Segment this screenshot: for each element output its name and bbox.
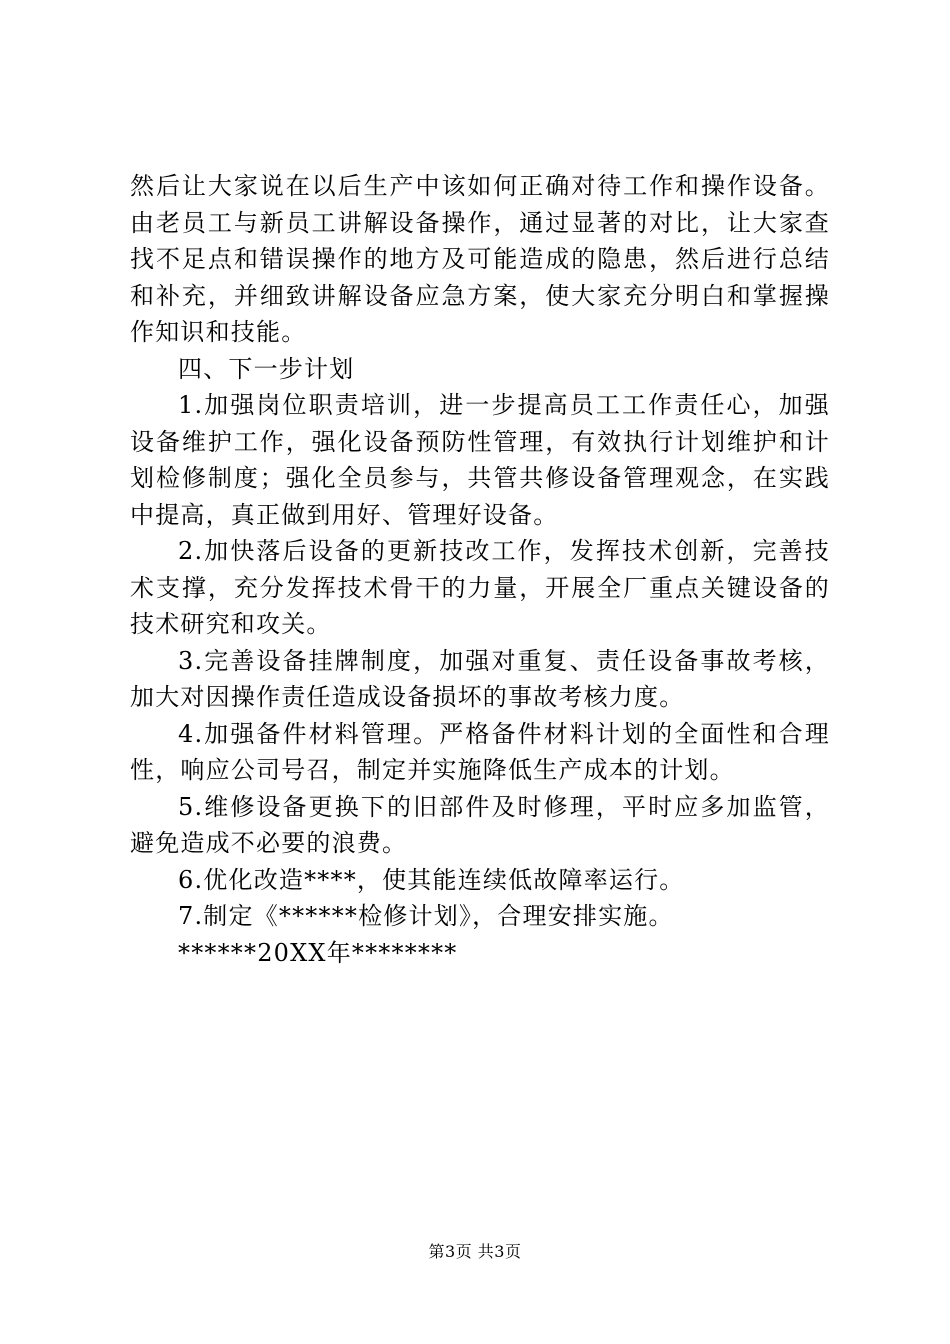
section-heading-next-steps: 四、下一步计划 xyxy=(178,354,355,383)
paragraph-training-summary: 然后让大家说在以后生产中该如何正确对待工作和操作设备。由老员工与新员工讲解设备操作，通过显著的对比，让大家查找不足点和错误操作的地方及可能造成的隐患，然后进行总结和补充，并细致讲解设备应急方案，使大家充分明白和掌握操作知识和技能。 xyxy=(130,172,830,346)
plan-item-1: 1.加强岗位职责培训，进一步提高员工工作责任心，加强设备维护工作，强化设备预防性管理，有效执行计划维护和计划检修制度；强化全员参与，共管共修设备管理观念，在实践中提高，真正做到用好、管理好设备。 xyxy=(130,391,830,529)
plan-item-5: 5.维修设备更换下的旧部件及时修理，平时应多加监管，避免造成不必要的浪费。 xyxy=(130,792,830,857)
plan-item-7: 7.制定《******检修计划》，合理安排实施。 xyxy=(178,902,674,930)
signature-date-line: ******20XX年******** xyxy=(178,938,458,967)
plan-item-4: 4.加强备件材料管理。严格备件材料计划的全面性和合理性，响应公司号召，制定并实施降低生产成本的计划。 xyxy=(130,719,830,784)
plan-item-6: 6.优化改造****，使其能连续低故障率运行。 xyxy=(178,865,685,894)
page-footer: 第3页 共3页 xyxy=(428,1242,522,1261)
document-body xyxy=(130,168,830,971)
plan-item-2: 2.加快落后设备的更新技改工作，发挥技术创新，完善技术支撑，充分发挥技术骨干的力量，开展全厂重点关键设备的技术研究和攻关。 xyxy=(130,537,830,638)
plan-item-3: 3.完善设备挂牌制度，加强对重复、责任设备事故考核，加大对因操作责任造成设备损坏的事故考核力度。 xyxy=(130,646,830,711)
